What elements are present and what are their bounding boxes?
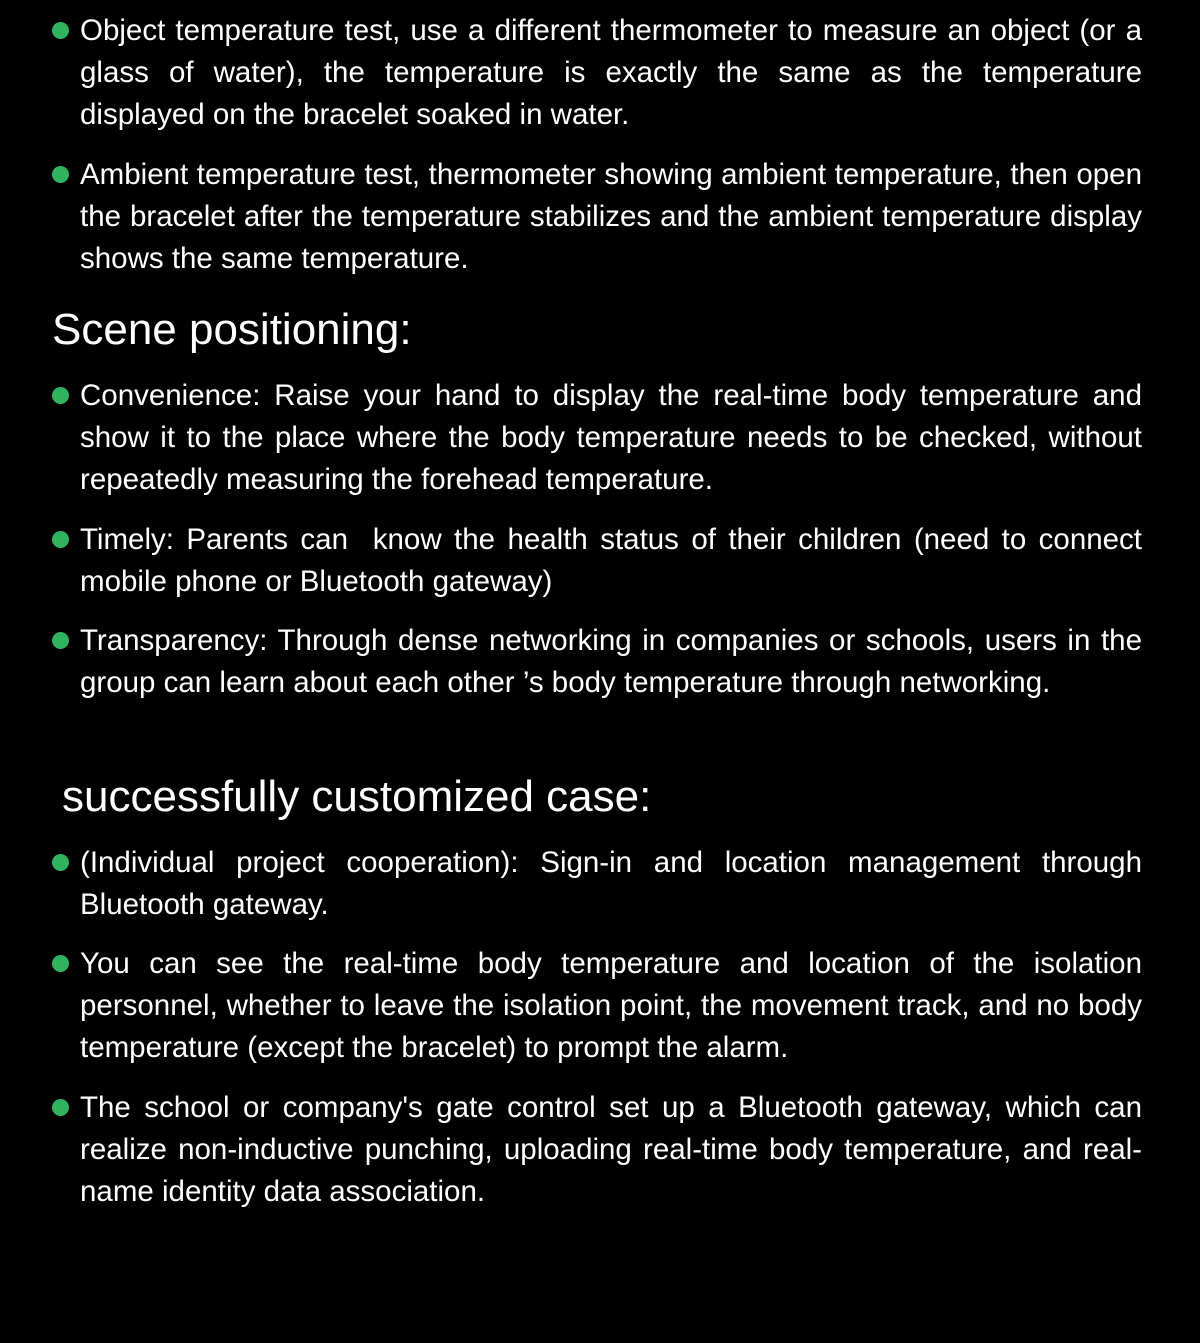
bullet-item-object-test — [50, 10, 1142, 136]
bullet-dot-icon — [52, 22, 69, 39]
bullet-text: You can see the real-time body temperature and location of the isolation personnel, whether to leave the isolation point, the movement track, and no body temperature (except the bracelet) to prompt the alarm. — [80, 947, 1142, 1064]
customized-case-heading: successfully customized case: — [62, 772, 652, 821]
bullet-item-ambient-test — [50, 154, 1142, 280]
bullet-item-transparency — [50, 620, 1142, 704]
bullet-item-gate-control — [50, 1087, 1142, 1213]
bullet-item-timely — [50, 519, 1151, 603]
bullet-item-convenience — [50, 375, 1142, 501]
bullet-text: Timely: Parents can know the health status of their children (need to connect mobile phone or Bluetooth gateway) — [80, 523, 1151, 598]
bullet-dot-icon — [52, 955, 69, 972]
bullet-dot-icon — [52, 166, 69, 183]
bullet-text: The school or company's gate control set up a Bluetooth gateway, which can realize non-inductive punching, uploading real-time body temperature, and real-name identity data association. — [80, 1091, 1142, 1208]
bullet-text: Transparency: Through dense networking in companies or schools, users in the group can learn about each other ’s body temperature through networking. — [80, 624, 1142, 699]
bullet-dot-icon — [52, 387, 69, 404]
bullet-text: Object temperature test, use a different thermometer to measure an object (or a glass of water), the temperature is exactly the same as the temperature displayed on the bracelet soaked in water. — [80, 14, 1142, 131]
bullet-text: Convenience: Raise your hand to display the real-time body temperature and show it to the place where the body temperature needs to be checked, without repeatedly measuring the forehead temperature. — [80, 379, 1142, 496]
bullet-dot-icon — [52, 1099, 69, 1116]
bullet-text: Ambient temperature test, thermometer showing ambient temperature, then open the bracelet after the temperature stabilizes and the ambient temperature display shows the same temperature. — [80, 158, 1142, 275]
bullet-dot-icon — [52, 854, 69, 871]
bullet-text: (Individual project cooperation): Sign-in and location management through Bluetooth gateway. — [80, 846, 1142, 921]
bullet-item-project-cooperation — [50, 842, 1142, 926]
bullet-item-isolation — [50, 943, 1142, 1069]
bullet-dot-icon — [52, 632, 69, 649]
scene-positioning-heading: Scene positioning: — [52, 305, 412, 354]
bullet-dot-icon — [52, 531, 69, 548]
